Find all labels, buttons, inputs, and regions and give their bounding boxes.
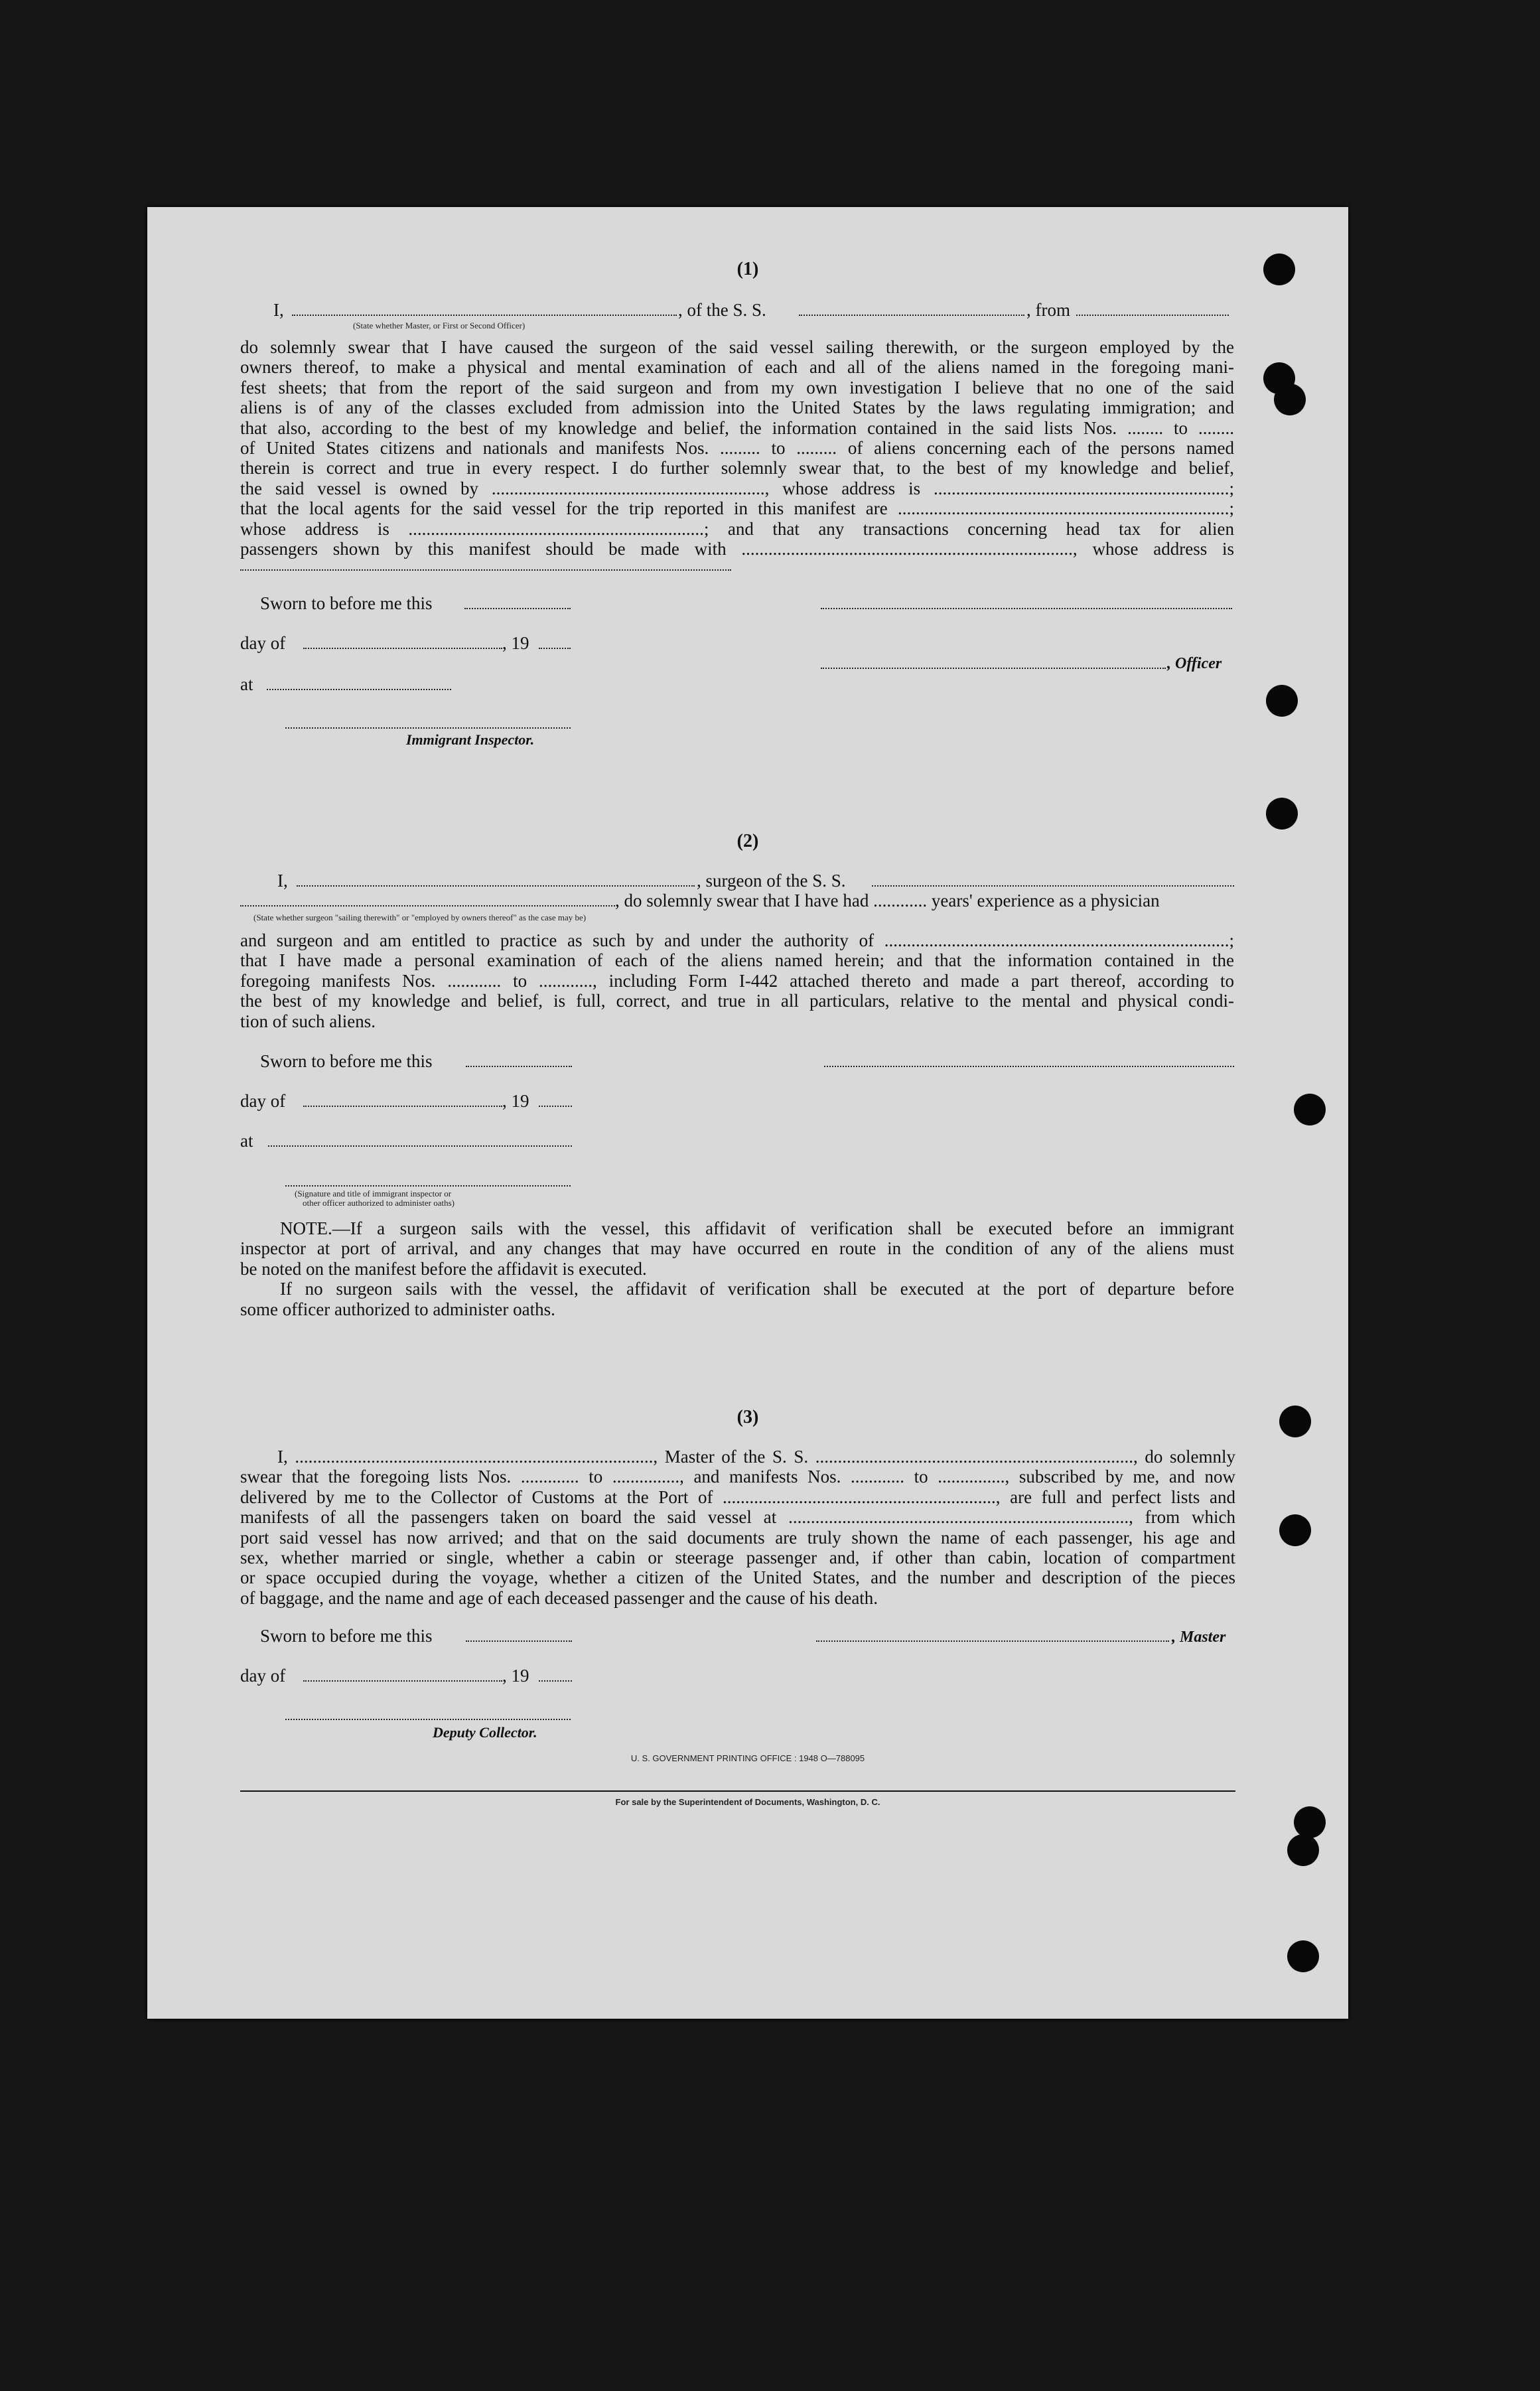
oath-line: port said vessel has now arrived; and that on the said documents are truly shown the name of each passenger, his age and — [240, 1527, 1235, 1548]
section-1-i: I, — [273, 300, 284, 320]
note-line: inspector at port of arrival, and any changes that may have occurred en route in the condition of any of the aliens must — [240, 1238, 1234, 1259]
collector-label: Deputy Collector. — [433, 1724, 537, 1741]
year-label-3: , 19 — [502, 1666, 529, 1686]
surgeon-note: (State whether surgeon "sailing therewith" or "employed by owners thereof" as the case may be) — [253, 912, 587, 922]
punch-hole — [1287, 1834, 1319, 1866]
at-label-1: at — [240, 674, 253, 694]
section-3-oath-text — [240, 1447, 1235, 1608]
punch-hole — [1279, 1406, 1311, 1437]
year-label-2: , 19 — [502, 1091, 529, 1111]
affidavit-note — [240, 1218, 1234, 1319]
oath-line: sex, whether married or single, whether a cabin or steerage passenger and, if other than cabin, location of compartment — [240, 1548, 1235, 1568]
month-line-3[interactable] — [303, 1680, 502, 1682]
surgeon-name-line[interactable] — [297, 885, 695, 887]
section-2-i: I, — [277, 871, 288, 891]
collector-signature-line[interactable] — [285, 1719, 571, 1720]
oath-line: whose address is ..................................................................; and that any transactions concerning head tax for alien — [240, 518, 1234, 539]
oath-line: or space occupied during the voyage, whether a citizen of the United States, and the number and description of the pieces — [240, 1567, 1235, 1588]
sworn-label-2: Sworn to before me this — [260, 1051, 433, 1071]
section-3-number: (3) — [736, 1407, 759, 1427]
oath-line: tion of such aliens. — [240, 1011, 376, 1031]
surgeon-of-ss-label: , surgeon of the S. S. — [697, 871, 846, 891]
oath-line: do solemnly swear that I have caused the surgeon of the said vessel sailing therewith, or the surgeon employed by the — [240, 337, 1234, 357]
year-label-1: , 19 — [502, 633, 529, 653]
gpo-imprint: U. S. GOVERNMENT PRINTING OFFICE : 1948 O—788095 — [630, 1753, 865, 1763]
at-label-2: at — [240, 1131, 253, 1151]
oath-line: therein is correct and true in every respect. I do further solemnly swear that, to the best of my knowledge and belief, — [240, 458, 1234, 478]
head-tax-address-line[interactable] — [240, 569, 731, 571]
oath-line: fest sheets; that from the report of the said surgeon and from my own investigation I believe that no one of the said — [240, 377, 1234, 398]
footer-rule — [240, 1790, 1235, 1792]
form-page — [147, 207, 1348, 2019]
punch-hole — [1279, 1514, 1311, 1546]
punch-hole — [1294, 1806, 1326, 1838]
vessel-name-line[interactable] — [799, 315, 1024, 316]
officer-label: , Officer — [1167, 655, 1222, 672]
inspector-label: Immigrant Inspector. — [406, 731, 535, 748]
month-line-2[interactable] — [303, 1106, 502, 1107]
oath-line: swear that the foregoing lists Nos. ............. to ..............., and manifests Nos. ............ to ..............., subscribed by me, and now — [240, 1467, 1235, 1487]
officer-note: (State whether Master, or First or Second Officer) — [353, 321, 525, 330]
master-label: , Master — [1172, 1629, 1226, 1646]
oath-line: delivered by me to the Collector of Customs at the Port of ............................................................., are full and perfect lists and — [240, 1486, 1235, 1507]
oath-line: owners thereof, to make a physical and mental examination of each and all of the aliens named in the foregoing mani- — [240, 357, 1234, 378]
punch-hole — [1266, 798, 1298, 830]
punch-hole — [1287, 1940, 1319, 1972]
note-line: If no surgeon sails with the vessel, the affidavit of verification shall be executed at the port of departure before — [280, 1279, 1234, 1299]
sworn-label-3: Sworn to before me this — [260, 1626, 433, 1646]
oath-line: that I have made a personal examination of each of the aliens named herein; and that the information contained in the — [240, 950, 1234, 971]
punch-hole — [1274, 384, 1306, 415]
signature-note-2: other officer authorized to administer oaths) — [303, 1198, 455, 1208]
punch-hole — [1294, 1094, 1326, 1125]
month-line-1[interactable] — [303, 648, 502, 649]
year-line-1[interactable] — [539, 648, 571, 649]
section-1-number: (1) — [736, 259, 759, 279]
oath-line: I, ................................................................................, Master of the S. S. ......................................................................., do solemnly — [277, 1447, 1235, 1467]
officer-signature-line[interactable] — [821, 608, 1232, 609]
master-signature-line[interactable] — [816, 1640, 1169, 1642]
section-1-from-label: , from — [1026, 300, 1070, 320]
oath-line: manifests of all the passengers taken on board the said vessel at ............................................................................, from which — [240, 1507, 1235, 1528]
signature-note-1: (Signature and title of immigrant inspector or — [295, 1189, 452, 1198]
oath-line: the said vessel is owned by ............................................................., whose address is ..................................................................; — [240, 478, 1234, 498]
day-of-label-3: day of — [240, 1666, 286, 1686]
oath-line: aliens is of any of the classes excluded from admission into the United States by the laws regulating immigration; and — [240, 398, 1234, 418]
sworn-date-line-2[interactable] — [466, 1066, 572, 1067]
oath-line: of United States citizens and nationals and manifests Nos. ......... to ......... of aliens concerning each of the persons named — [240, 438, 1234, 459]
oath-line: the best of my knowledge and belief, is full, correct, and true in all particulars, relative to the mental and physical condi- — [240, 991, 1234, 1011]
at-place-line-1[interactable] — [267, 689, 451, 690]
inspector-signature-line[interactable] — [285, 727, 571, 729]
note-line: NOTE.—If a surgeon sails with the vessel, this affidavit of verification shall be executed before an immigrant — [280, 1218, 1234, 1238]
day-of-label-2: day of — [240, 1091, 286, 1111]
punch-hole — [1263, 254, 1295, 285]
year-line-2[interactable] — [539, 1106, 572, 1107]
oath-line: foregoing manifests Nos. ............ to ............, including Form I-442 attached thereto and made a part thereof, according to — [240, 970, 1234, 991]
punch-hole — [1266, 685, 1298, 717]
oath-line: passengers shown by this manifest should be made with .........................................................................., whose address is — [240, 539, 1234, 559]
oath-line: of baggage, and the name and age of each deceased passenger and the cause of his death. — [240, 1587, 878, 1608]
surgeon-signature-line[interactable] — [824, 1066, 1234, 1067]
officer-title-line[interactable] — [821, 668, 1166, 669]
note-line: some officer authorized to administer oaths. — [240, 1299, 555, 1319]
surgeon-vessel-line[interactable] — [872, 885, 1234, 887]
administering-officer-line[interactable] — [285, 1185, 571, 1187]
at-place-line-2[interactable] — [268, 1145, 572, 1147]
experience-line: , do solemnly swear that I have had ............ years' experience as a physician — [615, 891, 1160, 910]
oath-line: that the local agents for the said vessel for the trip reported in this manifest are ..........................................................................; — [240, 498, 1234, 519]
sworn-label-1: Sworn to before me this — [260, 593, 433, 613]
section-2-oath-text — [240, 930, 1234, 1031]
section-1-oath-text — [240, 337, 1234, 559]
from-port-line[interactable] — [1076, 315, 1229, 316]
year-line-3[interactable] — [539, 1680, 572, 1682]
sworn-date-line-1[interactable] — [464, 608, 571, 609]
oath-line: and surgeon and am entitled to practice as such by and under the authority of .............................................................................; — [240, 930, 1234, 950]
handwritten-mark — [789, 1693, 801, 1727]
officer-name-line[interactable] — [292, 315, 677, 316]
sale-footer: For sale by the Superintendent of Documents, Washington, D. C. — [615, 1797, 880, 1807]
day-of-label-1: day of — [240, 633, 286, 653]
section-1-ss-label: , of the S. S. — [678, 300, 766, 320]
sworn-date-line-3[interactable] — [466, 1640, 572, 1642]
note-line: be noted on the manifest before the affidavit is executed. — [240, 1258, 647, 1279]
oath-line: that also, according to the best of my knowledge and belief, the information contained in the said lists Nos. ........ to ........ — [240, 417, 1234, 438]
section-2-number: (2) — [736, 831, 759, 851]
surgeon-status-line[interactable] — [240, 905, 615, 906]
